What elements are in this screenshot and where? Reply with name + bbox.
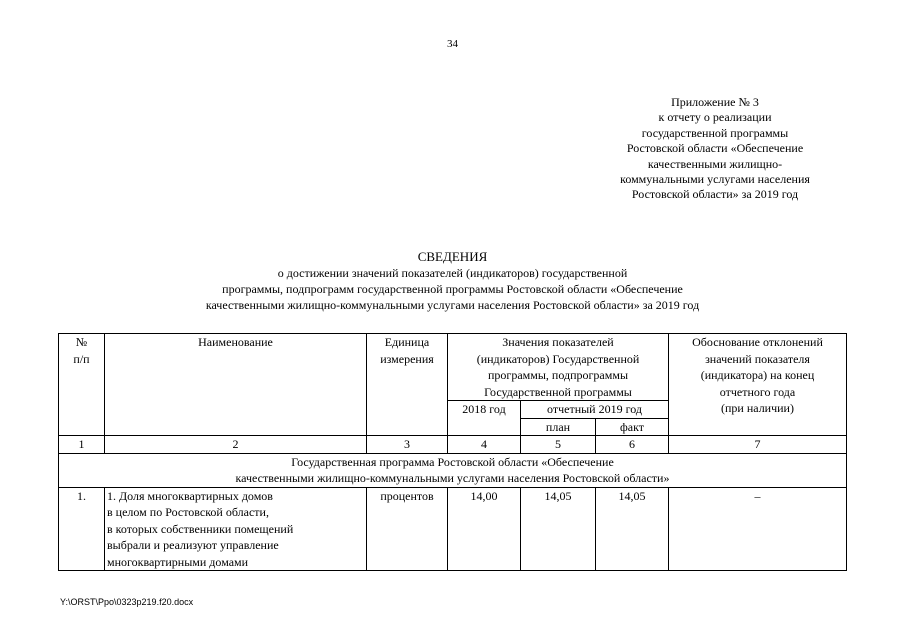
table-row (59, 487, 847, 571)
header-values-group: Значения показателей (индикаторов) Государственной программы, подпрограммы Государственной программы (448, 334, 669, 401)
row-fact: 14,05 (596, 487, 669, 571)
row-name: 1. Доля многоквартирных домов в целом по Ростовской области, в которых собственники помещений выбрали и реализуют управление многоквартирными домами (105, 487, 367, 571)
document-heading (0, 249, 905, 313)
row-num: 1. (59, 487, 105, 571)
section-row (59, 453, 847, 487)
header-justification: Обоснование отклонений значений показателя (индикатора) на конец отчетного года (при наличии) (669, 334, 847, 436)
appendix-line: к отчету о реализации (658, 110, 772, 125)
header-name: Наименование (105, 334, 367, 436)
page-number: 34 (447, 38, 458, 50)
appendix-note (590, 95, 840, 203)
appendix-line: Ростовской области «Обеспечение (626, 141, 804, 156)
appendix-line: Ростовской области» за 2019 год (631, 187, 799, 202)
col-number: 4 (448, 436, 521, 454)
row-justification: – (669, 487, 847, 571)
heading-line: о достижении значений показателей (индикаторов) государственной (277, 266, 628, 280)
col-number: 5 (521, 436, 596, 454)
document-title: СВЕДЕНИЯ (417, 249, 488, 264)
heading-line: программы, подпрограмм государственной программы Ростовской области «Обеспечение (222, 282, 683, 296)
header-fact: факт (596, 418, 669, 436)
header-plan: план (521, 418, 596, 436)
header-reporting-year: отчетный 2019 год (521, 401, 669, 419)
header-2018: 2018 год (448, 401, 521, 436)
appendix-line: государственной программы (641, 125, 789, 140)
appendix-line: качественными жилищно- (647, 156, 783, 171)
col-number: 1 (59, 436, 105, 454)
row-plan: 14,05 (521, 487, 596, 571)
column-numbers-row (59, 436, 847, 454)
col-number: 3 (367, 436, 448, 454)
col-number: 7 (669, 436, 847, 454)
row-unit: процентов (367, 487, 448, 571)
header-num: № п/п (59, 334, 105, 436)
indicators-table (58, 333, 847, 571)
header-unit: Единица измерения (367, 334, 448, 436)
row-value-2018: 14,00 (448, 487, 521, 571)
appendix-line: коммунальными услугами населения (620, 172, 810, 187)
appendix-line: Приложение № 3 (671, 95, 759, 109)
section-title: Государственная программа Ростовской области «Обеспечение качественными жилищно-коммунальными услугами населения Ростовской области» (59, 453, 847, 487)
table-header-row (59, 334, 847, 401)
col-number: 6 (596, 436, 669, 454)
col-number: 2 (105, 436, 367, 454)
file-path-footer: Y:\ORST\Ppo\0323p219.f20.docx (60, 597, 194, 607)
heading-line: качественными жилищно-коммунальными услугами населения Ростовской области» за 2019 год (205, 298, 700, 312)
